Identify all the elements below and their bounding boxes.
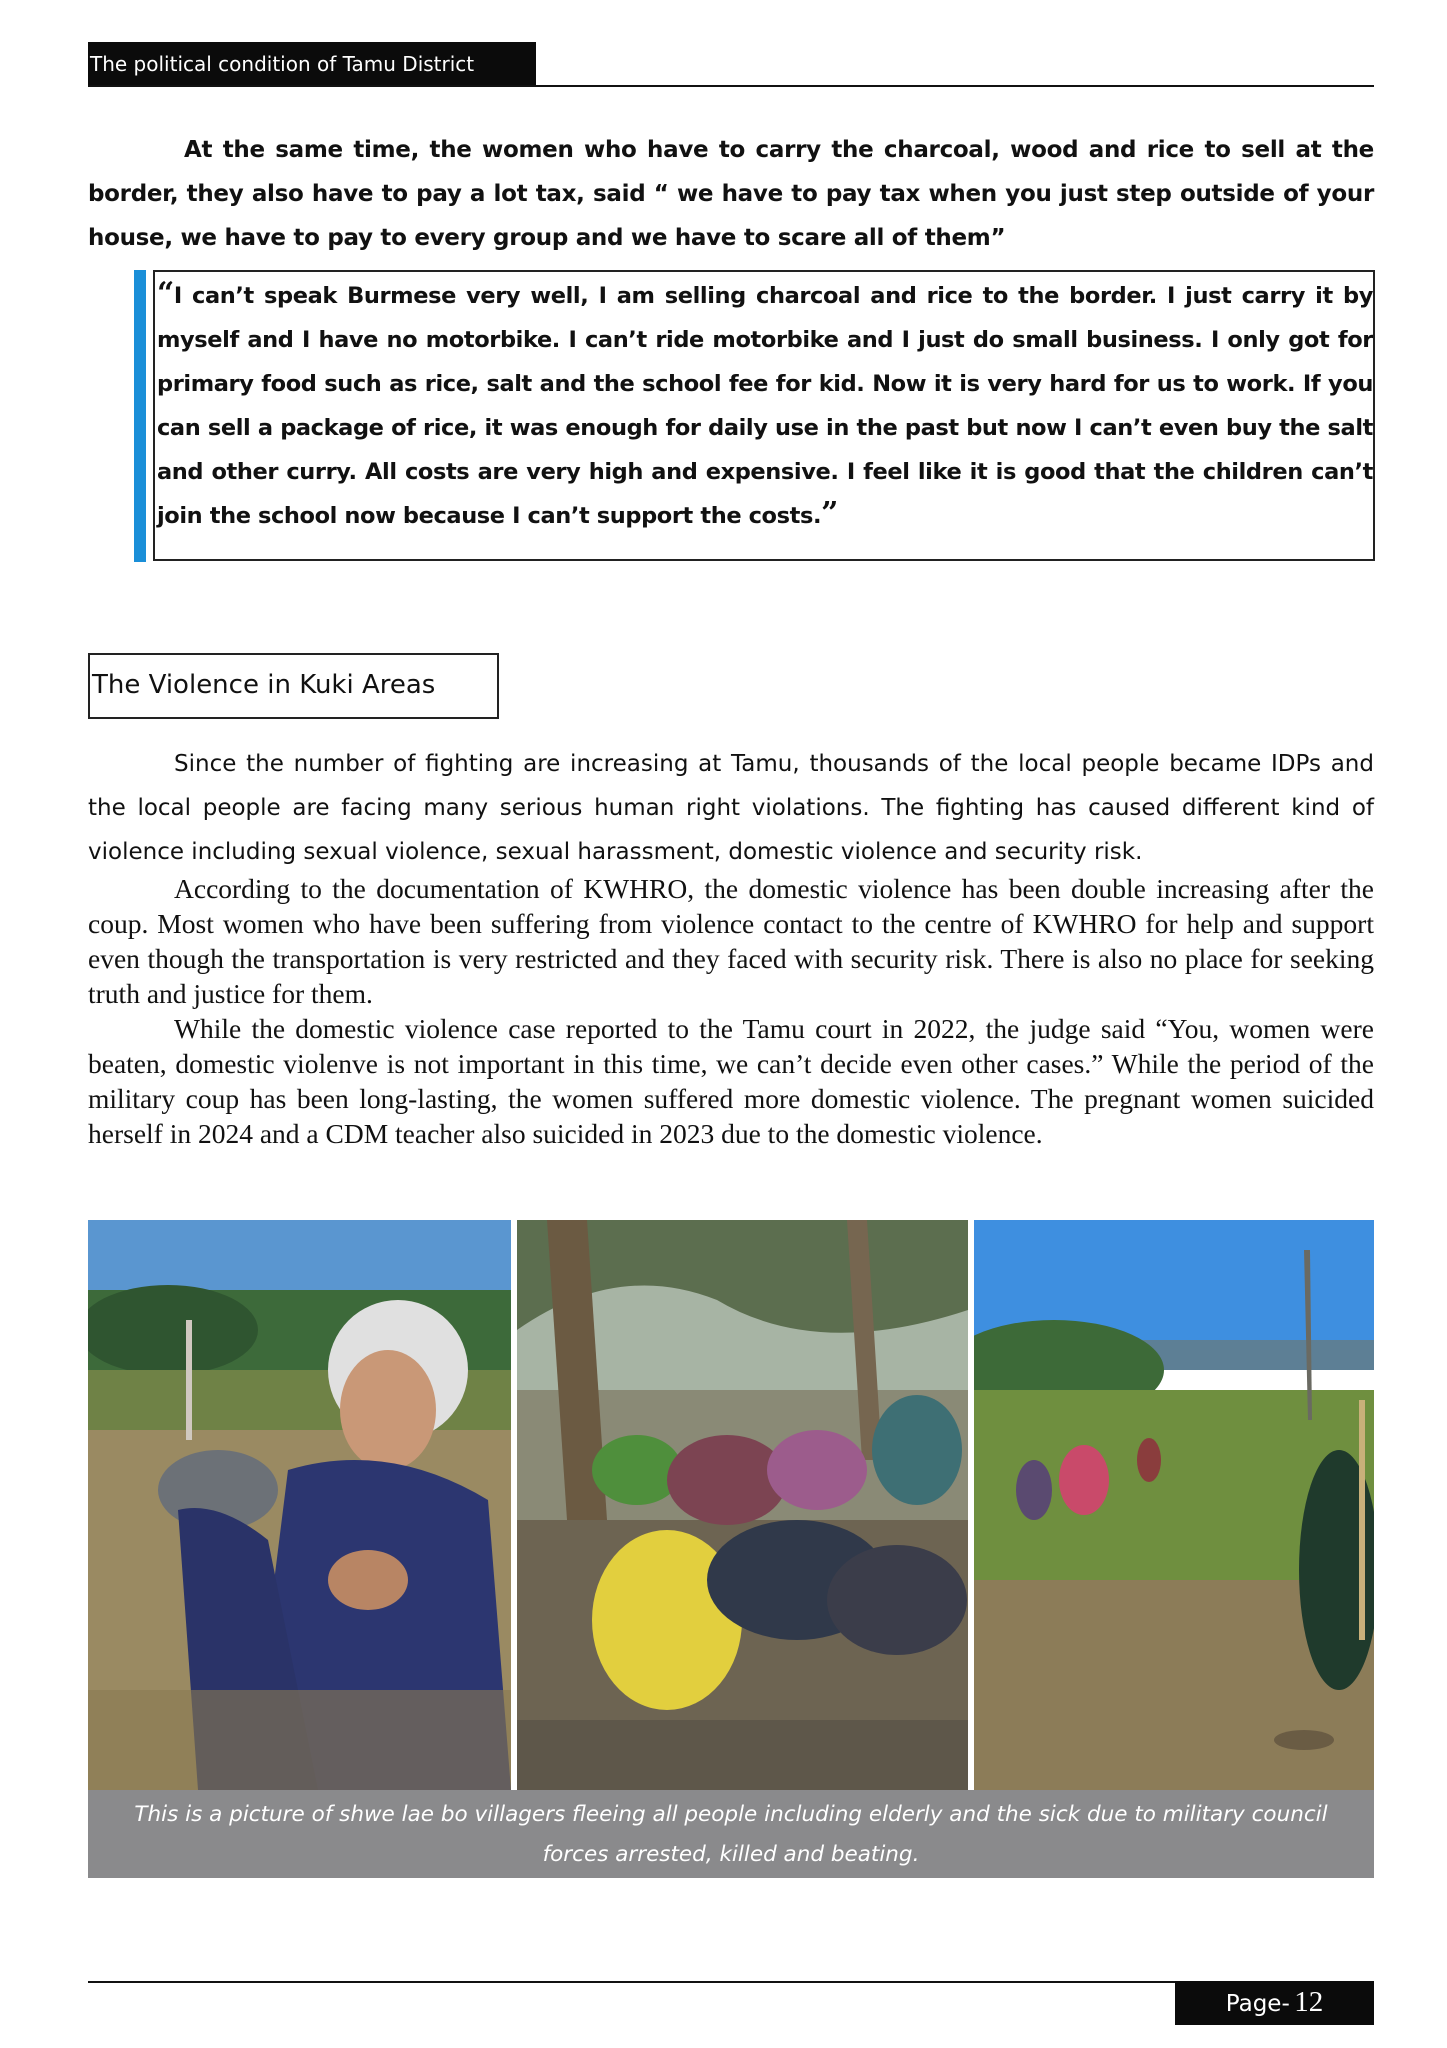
close-quote-mark: ” xyxy=(821,496,838,531)
photo-villagers-under-tree xyxy=(517,1220,968,1790)
body-paragraph-3: While the domestic violence case reported to the Tamu court in 2022, the judge said “You, women were beaten, domestic violenve is not important in this time, we can’t decide even other cases.” While the period of the military coup has been long-lasting, the women suffered more domestic violence. The pregnant women suicided herself in 2024 and a CDM teacher also suicided in 2023 due to the domestic violence. xyxy=(88,1013,1374,1149)
testimony-quote xyxy=(153,270,1375,561)
intro-paragraph: At the same time, the women who have to carry the charcoal, wood and rice to sell at the border, they also have to pay a lot tax, said “ we have to pay tax when you just step outside of your house, we have to pay to every group and we have to scare all of them” xyxy=(88,137,1374,251)
section-title: The Violence in Kuki Areas xyxy=(92,670,436,700)
section-heading xyxy=(88,653,499,719)
page-number-badge xyxy=(1175,1981,1374,2025)
quote-accent-bar xyxy=(134,270,146,562)
photo-caption: This is a picture of shwe lae bo villagers fleeing all people including elderly and the sick due to military council forces arrested, killed and beating. xyxy=(88,1790,1374,1878)
body-paragraph-1: Since the number of fighting are increasing at Tamu, thousands of the local people became IDPs and the local people are facing many serious human right violations. The fighting has caused different kind of violence including sexual violence, sexual harassment, domestic violence and security risk. xyxy=(88,751,1374,865)
photo-elderly-woman-carried xyxy=(88,1220,511,1790)
running-header xyxy=(88,42,536,86)
open-quote-mark: “ xyxy=(157,276,174,311)
photo-villagers-crossing-field xyxy=(974,1220,1374,1790)
body-paragraph-2: According to the documentation of KWHRO, the domestic violence has been double increasing after the coup. Most women who have been suffering from violence contact to the centre of KWHRO for help and support even though the transportation is very restricted and they faced with security risk. There is also no place for seeking truth and justice for them. xyxy=(88,873,1374,1009)
quote-text: I can’t speak Burmese very well, I am selling charcoal and rice to the border. I just carry it by myself and I have no motorbike. I can’t ride motorbike and I just do small business. I only got for primary food such as rice, salt and the school fee for kid. Now it is very hard for us to work. If you can sell a package of rice, it was enough for daily use in the past but now I can’t even buy the salt and other curry. All costs are very high and expensive. I feel like it is good that the children can’t join the school now because I can’t support the costs. xyxy=(157,283,1373,529)
page-label: Page- xyxy=(1225,1991,1290,2017)
header-rule xyxy=(88,85,1374,87)
photo-strip xyxy=(88,1220,1374,1790)
page-number: 12 xyxy=(1294,1986,1324,2018)
running-header-title: The political condition of Tamu District xyxy=(90,52,475,76)
